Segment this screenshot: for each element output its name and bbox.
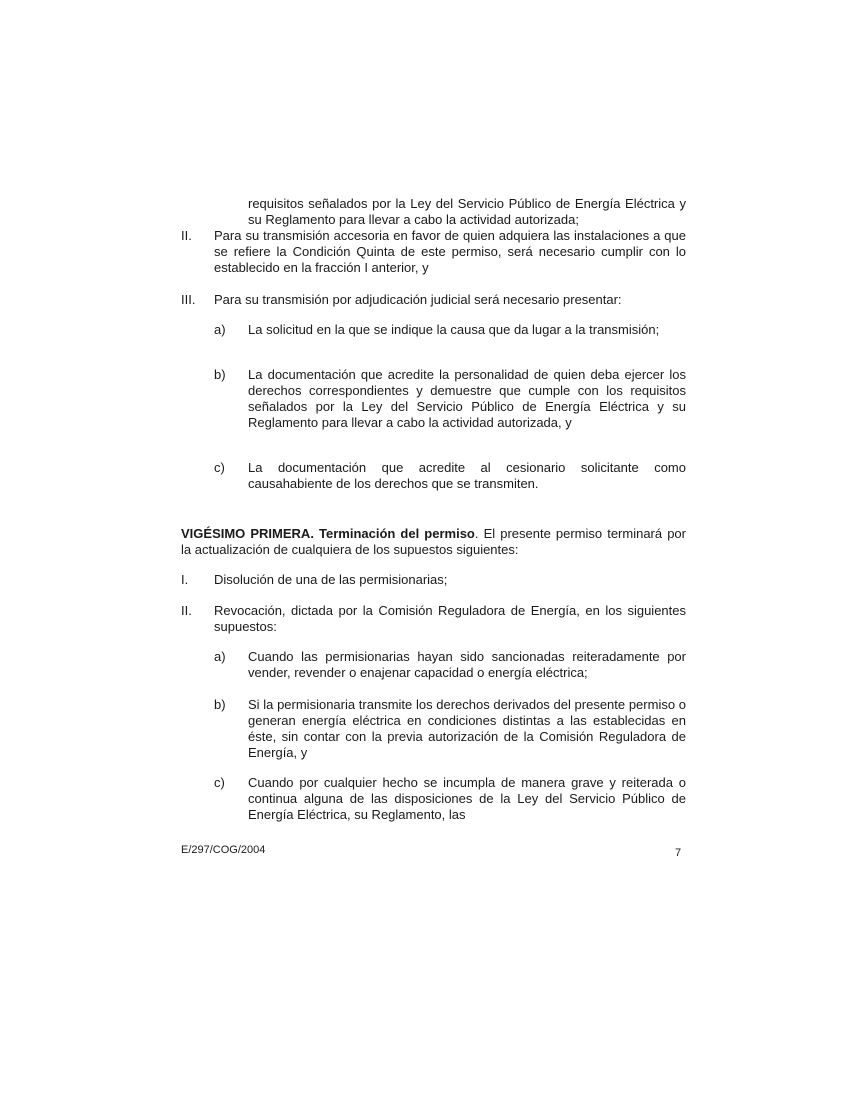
- section-title: VIGÉSIMO PRIMERA. Terminación del permiso: [181, 526, 475, 541]
- section-paragraph: [181, 526, 686, 558]
- sublist-letter: c): [214, 775, 225, 790]
- sublist-letter: c): [214, 460, 225, 475]
- page-number: 7: [675, 847, 682, 859]
- sublist-letter: a): [214, 322, 226, 337]
- sublist-item-text: La solicitud en la que se indique la causa que da lugar a la transmisión;: [248, 322, 660, 337]
- sublist-letter: a): [214, 649, 226, 664]
- list-item-text: Para su transmisión accesoria en favor de quien adquiera las instalaciones a que se refiere la Condición Quinta de este permiso, será necesario cumplir con lo establecido en la fracción I anterior, y: [214, 228, 686, 275]
- sublist-letter: b): [214, 697, 226, 712]
- continuation-paragraph: requisitos señalados por la Ley del Servicio Público de Energía Eléctrica y su Reglamento para llevar a cabo la actividad autorizada;: [248, 196, 686, 227]
- list-number: I.: [181, 572, 189, 587]
- sublist-item-text: La documentación que acredite la personalidad de quien deba ejercer los derechos correspondientes y demuestre que cumple con los requisitos señalados por la Ley del Servicio Público de Energía Eléctrica y su Reglamento para llevar a cabo la actividad autorizada, y: [248, 367, 686, 430]
- document-code: E/297/COG/2004: [181, 844, 266, 856]
- list-item-text: Disolución de una de las permisionarias;: [214, 572, 448, 587]
- sublist-item-text: Si la permisionaria transmite los derechos derivados del presente permiso o generan energía eléctrica en condiciones distintas a las establecidas en éste, sin contar con la previa autorización de la Comisión Reguladora de Energía, y: [248, 697, 686, 760]
- list-number: III.: [181, 292, 196, 307]
- list-number: II.: [181, 603, 192, 618]
- sublist-item-text: Cuando las permisionarias hayan sido sancionadas reiteradamente por vender, revender o enajenar capacidad o energía eléctrica;: [248, 649, 686, 680]
- sublist-letter: b): [214, 367, 226, 382]
- sublist-item-text: La documentación que acredite al cesionario solicitante como causahabiente de los derechos que se transmiten.: [248, 460, 686, 491]
- sublist-item-text: Cuando por cualquier hecho se incumpla de manera grave y reiterada o continua alguna de las disposiciones de la Ley del Servicio Público de Energía Eléctrica, su Reglamento, las: [248, 775, 686, 822]
- section-text: . El presente permiso terminará por la actualización de cualquiera de los supuestos siguientes:: [181, 526, 686, 557]
- list-item-text: Para su transmisión por adjudicación judicial será necesario presentar:: [214, 292, 622, 307]
- list-item-text: Revocación, dictada por la Comisión Reguladora de Energía, en los siguientes supuestos:: [214, 603, 686, 634]
- list-number: II.: [181, 228, 192, 243]
